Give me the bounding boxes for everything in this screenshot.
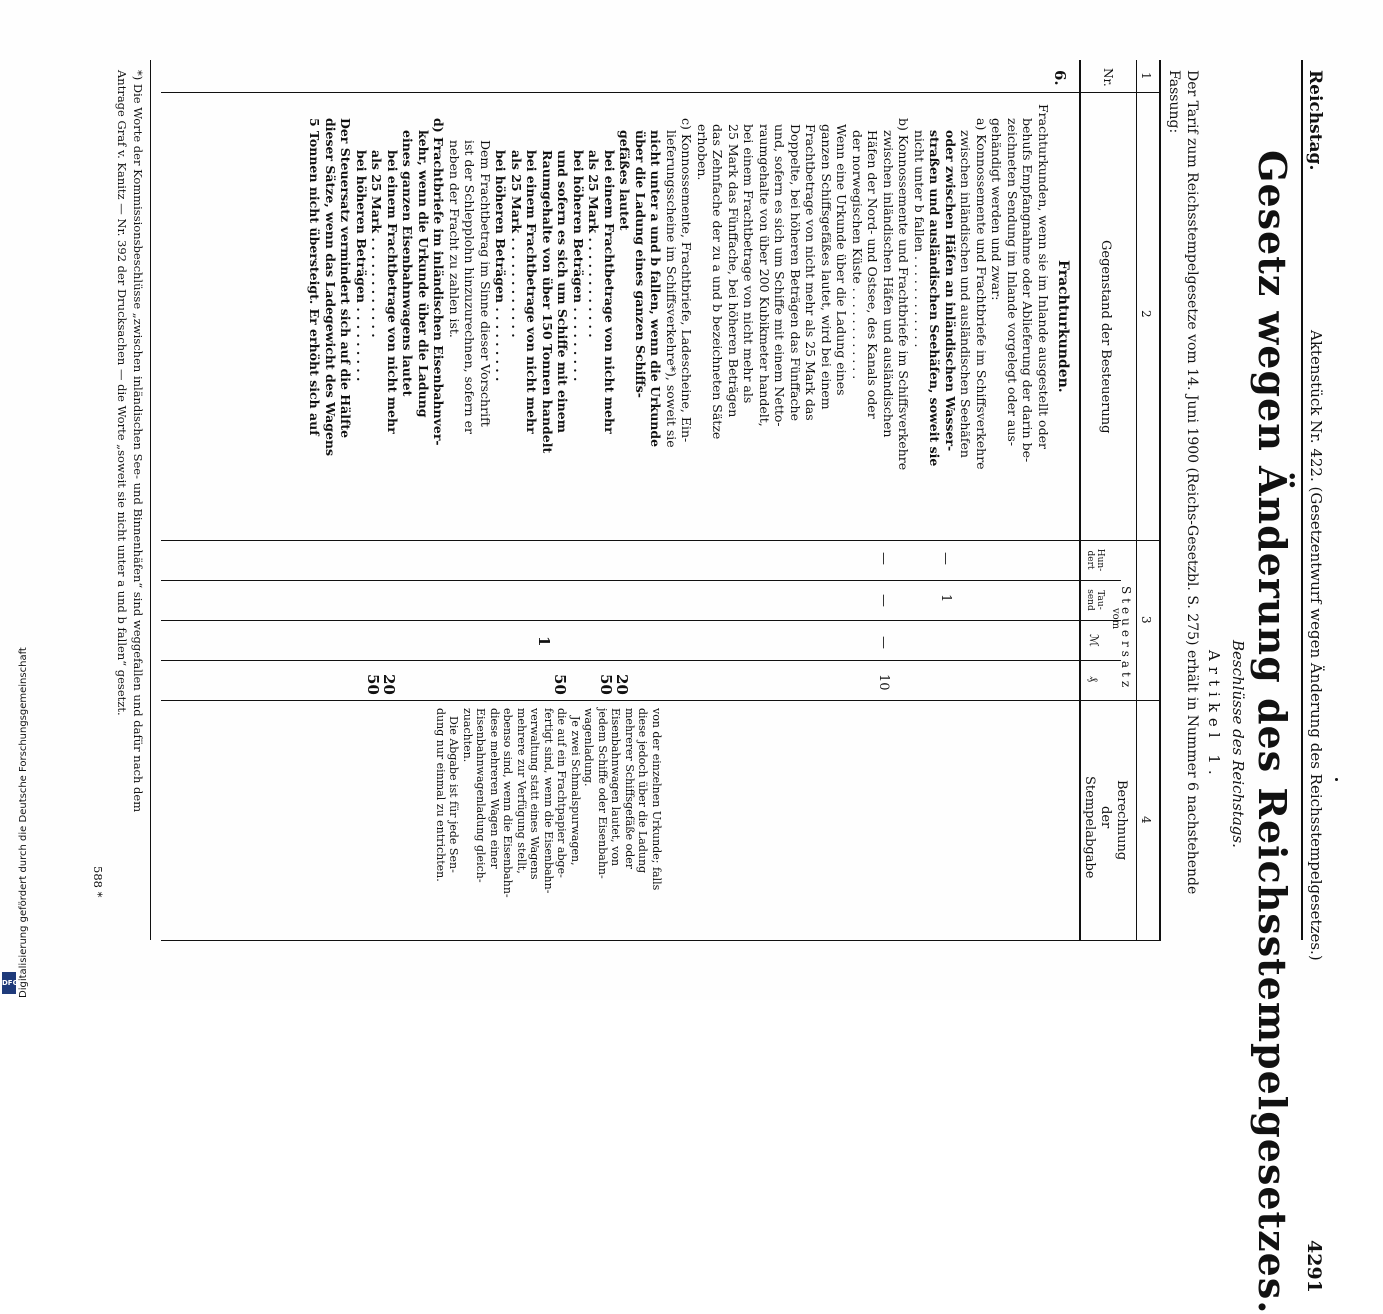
row-body-line: und sofern es sich um Schiffe mit einem <box>555 150 571 433</box>
row-body-line: gefäßes lautet <box>617 130 633 231</box>
footnote-rule <box>150 60 151 940</box>
calc-note-line: Eisenbahnwagenladung gleich- <box>474 708 488 883</box>
table-num-rule <box>1136 60 1137 940</box>
table-top-rule <box>1159 60 1161 940</box>
col-head-rate: Steuersatz <box>1119 586 1133 692</box>
row-body-line: d) Frachtbriefe im inländischen Eisenbahnver- <box>431 118 447 446</box>
row-number: 6. <box>1051 70 1069 86</box>
calc-note-line: zuachten. <box>461 708 474 763</box>
row-body-line: bei einem Frachtbetrage von nicht mehr <box>602 150 617 434</box>
header-rule <box>1301 60 1303 940</box>
calc-note-line: die auf ein Frachtpapier abge- <box>555 708 569 878</box>
row-body-line: das Zehnfache der zu a und b bezeichneten Sätze <box>710 124 726 440</box>
row-body-line: 25 Mark das Fünffache, bei höheren Beträgen <box>726 124 741 418</box>
rate-b-pf: 10 <box>876 674 891 691</box>
col-number-2: 2 <box>1139 310 1153 318</box>
row-body-line: nicht unter b fallen . . . . . . . . . . . . <box>912 130 927 348</box>
col-head-nr: Nr. <box>1101 68 1115 87</box>
page-marker: 588 * <box>91 866 105 898</box>
row-body-line: a) Konnossemente und Frachtbriefe im Schiffsverkehre <box>974 118 989 470</box>
calc-note-line: fertigt sind, wenn die Eisenbahn- <box>542 708 555 894</box>
col-number-3: 3 <box>1139 616 1153 624</box>
rate-d2-pf: 50 <box>364 674 382 695</box>
row-body-line: gehändigt werden und zwar: <box>989 118 1005 301</box>
row-body-line: nicht unter a und b fallen, wenn die Urkunde <box>648 130 664 448</box>
col-head-calc-1: Berechnung <box>1114 780 1129 861</box>
footnote-line-2: Antrage Graf v. Kanitz — Nr. 392 der Drucksachen — die Worte „soweit sie nicht unter a und b fallen“ gesetzt. <box>115 70 129 716</box>
row-body-line: lieferungsscheine im Schiffsverkehre*), soweit sie <box>664 130 679 448</box>
rate-b-hundert: — <box>876 552 891 565</box>
calc-note-line: mehrerer Schiffsgefäße oder <box>623 708 636 870</box>
rate-b-tausend: — <box>876 594 891 607</box>
row-body-line: als 25 Mark . . . . . . . . . . . . <box>369 150 385 338</box>
row-body-line: straßen und ausländischen Seehäfen, soweit sie <box>927 130 943 467</box>
row-body-line: Dem Frachtbetrag im Sinne dieser Vorschrift <box>478 140 493 427</box>
col-head-hundert: Hun-dert <box>1085 548 1105 572</box>
table-head-rule <box>1079 60 1081 940</box>
col-head-calc-3: Stempelabgabe <box>1082 776 1097 879</box>
row-body-line: behufs Empfangnahme oder Ablieferung der darin be- <box>1020 118 1036 463</box>
row-body-line: zwischen inländischen Häfen und ausländischen <box>881 130 896 438</box>
row-body-line: b) Konnossemente und Frachtbriefe im Schiffsverkehre <box>896 118 912 471</box>
col-divider-3a <box>161 580 1121 581</box>
rate-c4-mark: 1 <box>535 636 553 647</box>
header-middle: Aktenstück Nr. 422. (Gesetzentwurf wegen Änderung des Reichsstempelgesetzes.) <box>1307 330 1325 961</box>
calc-note-line: diese mehreren Wagen einer <box>488 708 501 869</box>
row-body-line: bei einem Frachtbetrage von nicht mehr <box>524 150 540 434</box>
footnote-line-1: *) Die Worte der Kommissionsbeschlüsse „zwischen inländischen See- und Binnenhäfen“ sind weggefallen und dafür nach dem <box>131 70 145 813</box>
col-head-tausend: Tau-send <box>1085 589 1105 611</box>
col-head-calc-2: der <box>1098 806 1113 829</box>
row-body-line: als 25 Mark . . . . . . . . . . . . <box>586 150 602 338</box>
col-number-1: 1 <box>1139 72 1153 80</box>
dfg-logo: DFG <box>2 972 16 994</box>
row-body-line: über die Ladung eines ganzen Schiffs- <box>633 130 648 398</box>
calc-note-line: mehrere zur Verfügung stellt, <box>515 708 528 874</box>
col-divider-4 <box>161 700 1161 701</box>
row-body-line: bei höheren Beträgen . . . . . . . . . <box>493 150 509 382</box>
row-body-line: zwischen inländischen und ausländischen Seehäfen <box>958 130 974 458</box>
row-body-line: als 25 Mark . . . . . . . . . . . . <box>509 150 524 338</box>
dfg-credit: Digitalisierung gefördert durch die Deutsche Forschungsgemeinschaft <box>18 647 29 998</box>
row-body-line: Frachtbetrage von nicht mehr als 25 Mark das <box>803 124 819 421</box>
col-divider-3b <box>161 620 1121 621</box>
row-body-line: zeichneten Sendung im Inlande vorgelegt oder aus- <box>1005 118 1020 447</box>
calc-note-line: von der einzelnen Urkunde; falls <box>650 708 663 891</box>
row-body-line: eines ganzen Eisenbahnwagens lautet <box>400 130 416 397</box>
page-number: 4291 <box>1303 1240 1325 1293</box>
row-body-line: Frachturkunden, wenn sie im Inlande ausgestellt oder <box>1036 104 1051 449</box>
col-divider-3c <box>161 660 1121 661</box>
row-body-line: bei höheren Beträgen . . . . . . . . . <box>354 150 369 382</box>
row-body-line: der norwegischen Küste . . . . . . . . . . . . <box>850 130 865 380</box>
row-body-line: ist der Schlepplohn hinzuzurechnen, sofern er <box>462 140 478 434</box>
row-body-line: raumgehalte von über 200 Kubikmeter handelt, <box>757 124 772 427</box>
rate-a-tausend: 1 <box>938 594 953 603</box>
col-head-pf: ₰ <box>1087 676 1101 682</box>
header-left: Reichstag. <box>1305 70 1325 171</box>
col-divider-2 <box>161 540 1161 541</box>
calc-note-line: Die Abgabe ist für jede Sen- <box>447 716 461 873</box>
calc-note-line: dung nur einmal zu entrichten. <box>434 708 447 882</box>
calc-note-line: verwaltung statt eines Wagens <box>528 708 542 880</box>
row-body-line: ganzen Schiffsgefäßes lautet, wird bei einem <box>819 124 834 410</box>
row-body-line: und, sofern es sich um Schiffe mit einem Netto- <box>772 124 788 427</box>
row-body-line: oder zwischen Häfen an inländischen Wasser- <box>943 130 958 452</box>
page-title: Gesetz wegen Änderung des Reichsstempelgesetzes. <box>1250 150 1295 1314</box>
col-divider-1 <box>161 92 1161 93</box>
rate-c1-pf: 20 <box>613 674 631 695</box>
row-body-line: erhoben. <box>695 124 710 181</box>
row-body-line: kehr, wenn die Urkunde über die Ladung <box>416 130 431 418</box>
rate-a-hundert: — <box>938 552 953 565</box>
calc-note-line: ebenso sind, wenn die Eisenbahn- <box>501 708 515 898</box>
calc-note-line: jedem Schiffe oder Eisenbahn- <box>596 708 609 879</box>
col-divider-end <box>161 940 1161 941</box>
intro-text: Der Tarif zum Reichsstempelgesetze vom 14. Juni 1900 (Reichs-Gesetzbl. S. 275) erhält in Nummer 6 nachstehende Fassung: <box>1166 70 1200 895</box>
row-heading: Frachturkunden. <box>1055 260 1071 393</box>
row-body-line: bei einem Frachtbetrage von nicht mehr <box>385 150 400 434</box>
rate-c2-pf: 50 <box>597 674 615 695</box>
row-body-line: neben der Fracht zu zahlen ist. <box>447 140 462 338</box>
row-body-line: dieser Sätze, wenn das Ladegewicht des Wagens <box>323 118 338 457</box>
rate-d1-pf: 20 <box>380 674 398 695</box>
row-body-line: bei höheren Beträgen . . . . . . . . . <box>571 150 586 382</box>
row-body-line: Wenn eine Urkunde über die Ladung eines <box>834 124 850 396</box>
calc-note-line: diese jedoch über die Ladung <box>636 708 650 874</box>
row-body-line: Raumgehalte von über 150 Tonnen handelt <box>540 150 555 454</box>
col-number-4: 4 <box>1139 816 1153 824</box>
calc-note-line: wagenladung. <box>582 708 596 787</box>
row-body-line: bei einem Frachtbetrage von nicht mehr als <box>741 124 757 404</box>
row-body-line: Häfen der Nord- und Ostsee, des Kanals oder <box>865 130 881 419</box>
subtitle: Beschlüsse des Reichstags. <box>1229 640 1247 848</box>
row-body-line: 5 Tonnen nicht übersteigt. Er erhöht sich auf <box>307 118 323 436</box>
rate-b-mark: — <box>876 636 891 649</box>
row-body-line: c) Konnossemente, Frachtbriefe, Ladescheine, Ein- <box>679 118 695 443</box>
col-head-vom: vom <box>1110 608 1121 630</box>
col-head-subject: Gegenstand der Besteuerung <box>1098 240 1113 434</box>
calc-note-line: Eisenbahnwagen lautet, von <box>609 708 623 867</box>
rate-c3-pf: 50 <box>551 674 569 695</box>
col-head-mark: ℳ <box>1087 634 1101 647</box>
calc-note-line: Je zwei Schmalspurwagen, <box>569 716 582 866</box>
row-body-line: Doppelte, bei höheren Beträgen das Fünffache <box>788 124 803 421</box>
article-heading: Artikel 1. <box>1205 650 1223 781</box>
row-body-line: Der Steuersatz vermindert sich auf die Hälfte <box>338 118 354 439</box>
